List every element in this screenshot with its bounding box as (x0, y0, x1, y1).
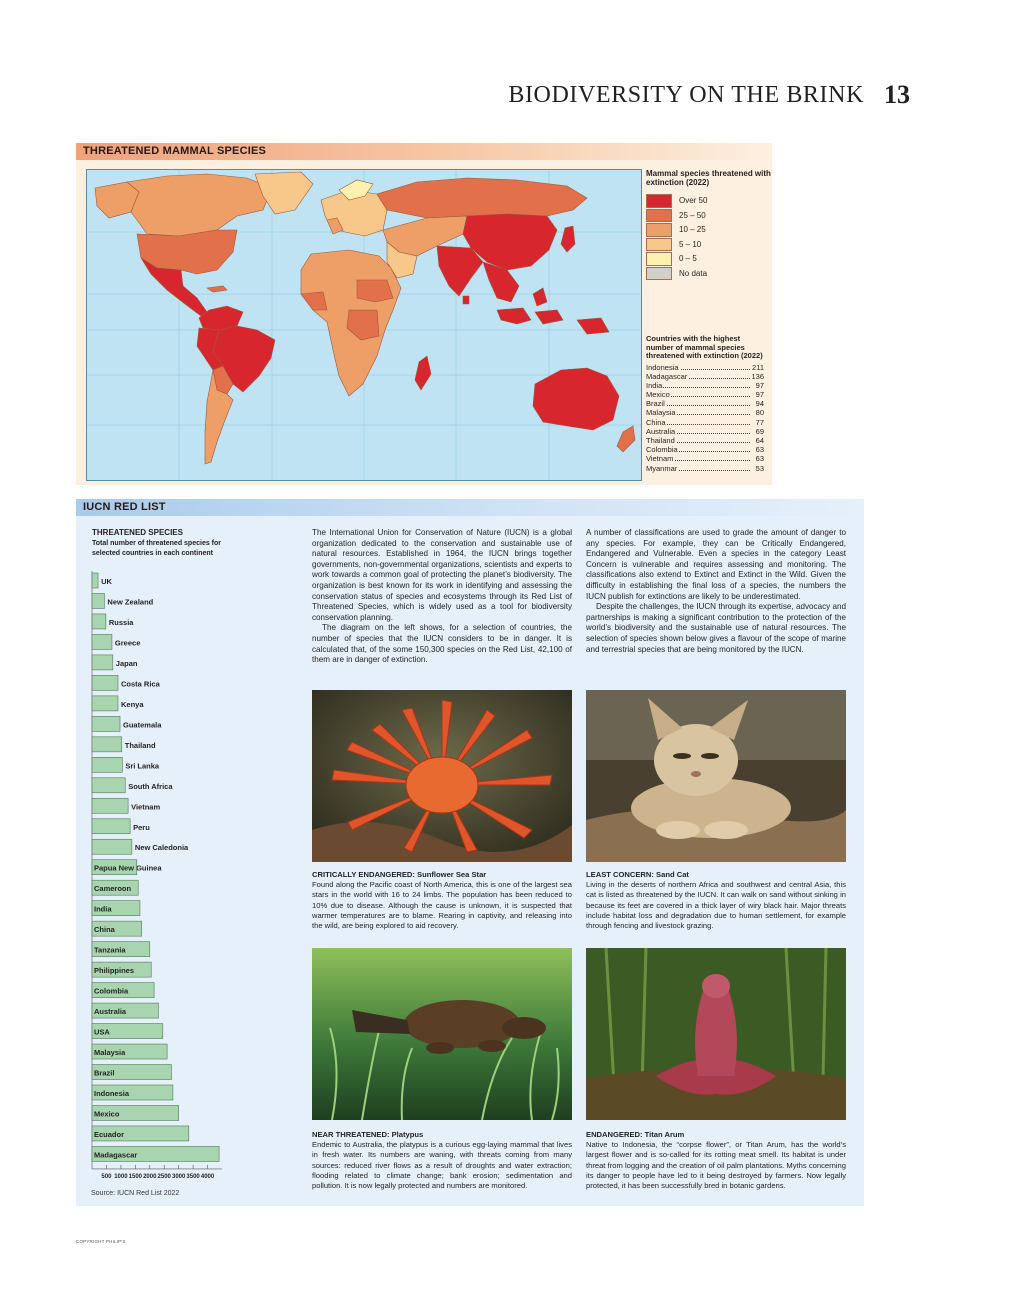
chart-bar-label: Madagascar (94, 1150, 138, 1160)
chart-subtitle: Total number of threatened species for selected countries in each continent (92, 540, 222, 557)
top-countries-title: Countries with the highest number of mammal species threatened with extinction (2022) (646, 334, 763, 360)
map-region-indonesia (497, 308, 531, 324)
species-count: 63 (755, 454, 764, 464)
legend-label: Over 50 (679, 196, 708, 205)
classification-text (586, 528, 846, 655)
country-name: Malaysia (646, 408, 676, 418)
country-name: India (646, 380, 663, 390)
chart-bar-label: Thailand (124, 740, 156, 750)
chart-x-tick-label: 500 (101, 1173, 112, 1180)
chart-bar (92, 778, 125, 793)
top-countries-row (646, 363, 764, 372)
chart-bar-label: Sri Lanka (125, 761, 160, 771)
chart-bar (92, 737, 122, 752)
country-name: Vietnam (646, 454, 674, 464)
copyright-notice: COPYRIGHT PHILIP'S (76, 1239, 126, 1244)
species-count: 136 (751, 371, 764, 381)
top-countries-row (646, 418, 764, 427)
legend-label: No data (679, 268, 708, 278)
sand-cat-photo (586, 690, 846, 862)
section-title-bar (76, 143, 772, 160)
sea-star-caption (312, 870, 572, 931)
chart-x-tick-label: 1500 (128, 1173, 143, 1180)
chart-bar (92, 696, 118, 711)
chart-bar (92, 675, 118, 690)
species-count: 80 (755, 408, 764, 418)
top-countries-row (646, 454, 764, 463)
legend-item (646, 209, 771, 224)
titan-arum-photo (586, 948, 846, 1120)
map-region-india (437, 246, 483, 296)
map-legend (646, 169, 771, 281)
chart-bar-label: Costa Rica (121, 679, 160, 689)
chart-bar-label: China (94, 925, 115, 935)
caption-text: Living in the deserts of northern Africa and southwest and central Asia, this cat is listed as threatened by the IUCN. It can walk on sand without sinking in because its feet are covered in a thick layer of wiry black hair. Major threats include habitat loss and degradation due to human settlement, for example through fencing and livestock grazing. (586, 880, 846, 931)
caption-text: Endemic to Australia, the platypus is a curious egg-laying mammal that lives in fresh water. Its numbers are waning, with threats coming from many sources: reduced river flows as a result of droughts and water extraction; flooding related to climate change; bank erosion; sedimentation and pollution. It is now legally protected and numbers are monitored. (312, 1140, 572, 1191)
chart-bar-label: New Caledonia (134, 843, 189, 853)
chart-bar-label: Cameroon (94, 884, 132, 894)
paragraph: The diagram on the left shows, for a selection of countries, the number of species that the IUCN considers to be in danger. It is calculated that, of the some 150,300 species on the Red List, 42,100 of them are in danger of extinction. (312, 623, 572, 665)
chart-x-tick-label: 3000 (171, 1173, 186, 1180)
sand-cat-caption (586, 870, 846, 931)
top-countries-row (646, 390, 764, 399)
paragraph: The International Union for Conservation of Nature (IUCN) is a global organization dedicated to the conservation and sustainable use of natural resources. Established in 1964, the IUCN brings together governments, non-governmental organizations, scientists and experts to work towards a common goal of protecting the planet’s biodiversity. The organization is best known for its work in identifying and assessing the conservation status of species and ecosystems through its Red List of Threatened Species, which is widely used as a tool for biodiversity conservation planning. (312, 528, 572, 622)
section-title: IUCN RED LIST (83, 501, 166, 513)
map-region-papua (577, 318, 609, 334)
chart-source: Source: IUCN Red List 2022 (91, 1190, 180, 1197)
caption-text: Native to Indonesia, the “corpse flower”, or Titan Arum, has the world’s largest flower and is so-called for its rotting meat smell. Its habitat is under threat from logging and the creation of oil palm plantations. Myths concerning its danger to people have led to it being destroyed by farmers. Now legally protected, it has been successfully bred in botanic gardens. (586, 1140, 846, 1191)
chart-bar (92, 819, 130, 834)
page-number: 13 (884, 80, 910, 109)
country-name: Thailand (646, 436, 675, 445)
paragraph: A number of classifications are used to grade the amount of danger to any species. For example, they can be Critically Endangered, Endangered and Vulnerable. Even a species in the category Least Concern is vulnerable and requires assessing and monitoring. The classifications also extend to Extinct and Extinct in the Wild. Given the difficulty in establishing the final loss of a species, the numbers the IUCN publish for extinctions are likely to be underestimated. (586, 528, 846, 601)
species-count: 97 (755, 390, 764, 400)
chart-bar-label: Peru (133, 822, 150, 832)
page-header (0, 72, 1020, 122)
chart-bar (92, 573, 98, 588)
legend-item (646, 223, 771, 238)
platypus-caption (312, 1130, 572, 1191)
titan-arum-caption (586, 1130, 846, 1191)
chart-bar-label: Philippines (94, 966, 135, 976)
chart-bar-label: Russia (108, 617, 134, 627)
top-countries-row (646, 445, 764, 454)
top-countries-row (646, 399, 764, 408)
page-header-title: BIODIVERSITY ON THE BRINK (508, 82, 864, 108)
caption-title: NEAR THREATENED: Platypus (312, 1130, 424, 1139)
chart-bar-label: Colombia (94, 986, 129, 996)
chart-bar-label: South Africa (128, 781, 173, 791)
chart-bar-label: Guatemala (123, 720, 162, 730)
world-map-graphic (87, 170, 641, 480)
chart-bar (92, 798, 128, 813)
species-count: 97 (755, 380, 764, 390)
top-countries-rows (646, 363, 764, 473)
chart-bar-label: New Zealand (107, 597, 154, 607)
country-name: Mexico (646, 390, 670, 400)
chart-bar-label: Malaysia (94, 1048, 126, 1058)
legend-item (646, 194, 771, 209)
chart-bar-label: Ecuador (94, 1129, 125, 1139)
threatened-mammal-species-section (76, 143, 772, 485)
legend-item (646, 238, 771, 253)
chart-bar (92, 757, 122, 772)
top-countries-row (646, 408, 764, 417)
legend-item (646, 267, 771, 282)
species-count: 211 (752, 362, 764, 372)
legend-swatch (646, 238, 672, 252)
chart-bar-label: Indonesia (94, 1089, 130, 1098)
country-name: Madagascar (646, 371, 688, 381)
top-countries-row (646, 436, 764, 445)
chart-x-tick-label: 4000 (200, 1173, 215, 1180)
chart-bar-label: India (94, 904, 112, 914)
map-legend-title: Mammal species threatened with extinction (2022) (646, 169, 771, 187)
top-countries-row (646, 372, 764, 381)
iucn-red-list-section (76, 499, 864, 1206)
caption-title: CRITICALLY ENDANGERED: Sunflower Sea Star (312, 870, 487, 879)
chart-bar (92, 839, 132, 854)
map-region-canada (127, 174, 272, 236)
legend-swatch (646, 223, 672, 237)
legend-label: 25 – 50 (679, 210, 706, 220)
chart-title: THREATENED SPECIES (92, 528, 183, 537)
country-name: Brazil (646, 399, 665, 409)
legend-label: 0 – 5 (679, 254, 697, 263)
chart-x-tick-label: 1000 (114, 1173, 128, 1180)
caption-text: Found along the Pacific coast of North America, this is one of the largest sea stars in the world with 16 to 24 limbs. The population has been reduced to 10% due to disease. Although the cause is unknown, it is suspected that warmer temperatures are to blame. Rearing in captivity, and releasing into the wild, are being explored to aid recovery. (312, 880, 572, 931)
country-name: Australia (646, 426, 676, 436)
sea-star-photo (312, 690, 572, 862)
chart-bar-label: Brazil (94, 1068, 115, 1078)
map-region-madagascar (415, 356, 431, 390)
caption-title: ENDANGERED: Titan Arum (586, 1130, 685, 1139)
chart-x-tick-label: 2500 (157, 1173, 171, 1180)
legend-item (646, 252, 771, 267)
chart-bar-label: Japan (115, 658, 138, 668)
top-countries-table (646, 335, 764, 473)
top-countries-row (646, 427, 764, 436)
chart-bar-label: Greece (114, 638, 141, 648)
chart-bar-label: UK (101, 577, 112, 586)
species-count: 77 (755, 417, 764, 427)
map-region-australia (533, 368, 619, 430)
chart-bar (92, 634, 112, 649)
chart-x-tick-label: 3500 (186, 1173, 200, 1180)
chart-bar-label: Tanzania (94, 945, 126, 955)
top-countries-row (646, 381, 764, 390)
caption-title: LEAST CONCERN: Sand Cat (586, 870, 689, 879)
chart-bar (92, 593, 104, 608)
threatened-species-bar-chart (76, 499, 306, 1206)
chart-bar (92, 614, 106, 629)
chart-bar-label: Kenya (121, 699, 144, 709)
chart-bar-label: USA (94, 1027, 110, 1037)
country-name: Myanmar (646, 463, 678, 473)
top-countries-row (646, 464, 764, 473)
species-count: 64 (755, 436, 764, 445)
intro-text (312, 528, 572, 666)
map-region-russia (377, 178, 587, 218)
world-map (86, 169, 642, 481)
chart-bar-label: Papua New Guinea (94, 863, 162, 873)
chart-bar-label: Vietnam (131, 802, 161, 812)
map-region-new-zealand (617, 426, 635, 452)
legend-swatch (646, 267, 672, 281)
legend-swatch (646, 194, 672, 208)
legend-label: 5 – 10 (679, 239, 702, 249)
section-title: THREATENED MAMMAL SPECIES (83, 145, 267, 157)
species-count: 94 (755, 399, 764, 409)
species-count: 63 (755, 445, 764, 455)
legend-swatch (646, 252, 672, 266)
species-count: 69 (755, 426, 764, 436)
chart-bar-label: Mexico (94, 1109, 120, 1119)
platypus-photo (312, 948, 572, 1120)
legend-swatch (646, 209, 672, 223)
country-name: Indonesia (646, 362, 679, 372)
chart-bar (92, 716, 120, 731)
legend-label: 10 – 25 (679, 225, 706, 234)
species-count: 53 (755, 463, 764, 473)
chart-bar (92, 655, 113, 670)
paragraph: Despite the challenges, the IUCN through its expertise, advocacy and partnerships is making a significant contribution to the protection of the world’s biodiversity and the sustainable use of natural resources. The selection of species shown below gives a flavour of the scope of marine and terrestrial species that are being monitored by the IUCN. (586, 602, 846, 654)
map-region-japan (561, 226, 575, 252)
chart-x-tick-label: 2000 (143, 1173, 157, 1180)
chart-bar-label: Australia (94, 1007, 127, 1017)
country-name: China (646, 417, 666, 427)
country-name: Colombia (646, 445, 678, 455)
